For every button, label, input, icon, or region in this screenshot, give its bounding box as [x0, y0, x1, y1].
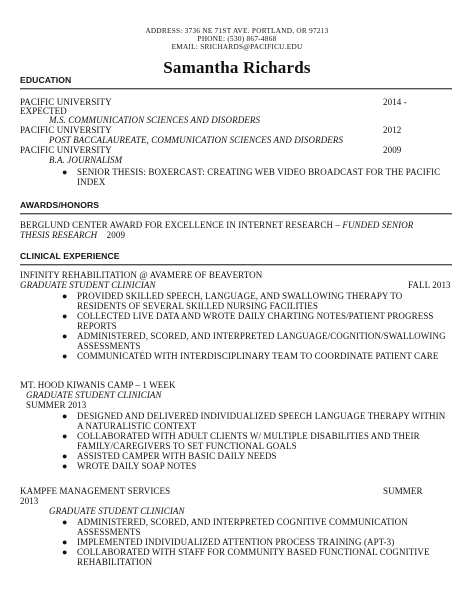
- job-bullet: COMMUNICATED WITH INTERDISCIPLINARY TEAM TO COORDINATE PATIENT CARE: [77, 351, 439, 361]
- bullet-icon: ●: [62, 517, 68, 527]
- job-org: MT. HOOD KIWANIS CAMP – 1 WEEK: [20, 380, 176, 390]
- edu-school: PACIFIC UNIVERSITY: [20, 145, 112, 155]
- job-org: KAMPFE MANAGEMENT SERVICES: [20, 486, 171, 496]
- bullet-icon: ●: [62, 411, 68, 421]
- job-bullet: WROTE DAILY SOAP NOTES: [77, 461, 197, 471]
- candidate-name: Samantha Richards: [163, 58, 311, 77]
- edu-degree: M.S. COMMUNICATION SCIENCES AND DISORDERS: [49, 115, 261, 125]
- edu-bullet: SENIOR THESIS: BOXERCAST: CREATING WEB VIDEO BROADCAST FOR THE PACIFIC INDEX: [77, 167, 441, 187]
- job-date-cont: 2013: [20, 496, 39, 506]
- bullet-icon: ●: [62, 461, 68, 471]
- section-title-awards: AWARDS/HONORS: [20, 200, 100, 210]
- bullet-icon: ●: [62, 291, 68, 301]
- edu-degree: B.A. JOURNALISM: [49, 155, 123, 165]
- job-bullet: COLLABORATED WITH STAFF FOR COMMUNITY BASED FUNCTIONAL COGNITIVE REHABILITATION: [77, 547, 430, 567]
- job-role: GRADUATE STUDENT CLINICIAN: [20, 280, 156, 290]
- bullet-icon: ●: [62, 167, 68, 177]
- job-role: GRADUATE STUDENT CLINICIAN: [49, 506, 185, 516]
- bullet-icon: ●: [62, 431, 68, 441]
- edu-date: 2014 -: [383, 97, 407, 107]
- job-bullet: ADMINISTERED, SCORED, AND INTERPRETED COGNITIVE COMMUNICATION ASSESSMENTS: [77, 517, 408, 537]
- bullet-icon: ●: [62, 331, 68, 341]
- award-name: BERGLUND CENTER AWARD FOR EXCELLENCE IN INTERNET RESEARCH –: [20, 220, 343, 230]
- job-date: SUMMER: [383, 486, 423, 496]
- edu-date: 2012: [383, 125, 402, 135]
- job-bullet: IMPLEMENTED INDIVIDUALIZED ATTENTION PROCESS TRAINING (APT-3): [77, 537, 395, 547]
- job-org: INFINITY REHABILITATION @ AVAMERE OF BEAVERTON: [20, 270, 263, 280]
- section-divider: [20, 264, 452, 266]
- job-bullet: COLLECTED LIVE DATA AND WROTE DAILY CHARTING NOTES/PATIENT PROGRESS REPORTS: [77, 311, 434, 331]
- bullet-icon: ●: [62, 451, 68, 461]
- job-bullet: ASSISTED CAMPER WITH BASIC DAILY NEEDS: [77, 451, 277, 461]
- bullet-icon: ●: [62, 351, 68, 361]
- section-divider: [20, 88, 452, 90]
- contact-address: ADDRESS: 3736 NE 71ST AVE. PORTLAND, OR 97213: [145, 27, 329, 35]
- award-detail: THESIS RESEARCH: [20, 230, 98, 240]
- job-date: FALL 2013: [408, 280, 451, 290]
- job-date: SUMMER 2013: [26, 400, 87, 410]
- bullet-icon: ●: [62, 547, 68, 557]
- section-title-education: EDUCATION: [20, 75, 72, 85]
- bullet-icon: ●: [62, 311, 68, 321]
- edu-school: PACIFIC UNIVERSITY: [20, 97, 112, 107]
- bullet-icon: ●: [62, 537, 68, 547]
- award-detail: FUNDED SENIOR: [342, 220, 414, 230]
- job-bullet: DESIGNED AND DELIVERED INDIVIDUALIZED SPEECH LANGUAGE THERAPY WITHIN A NATURALISTIC CONTEXT: [77, 411, 446, 431]
- job-bullet: ADMINISTERED, SCORED, AND INTERPRETED LANGUAGE/COGNITION/SWALLOWING ASSESSMENTS: [77, 331, 446, 351]
- award-entry-cont: [20, 230, 125, 240]
- contact-email[interactable]: EMAIL: SRICHARDS@PACIFICU.EDU: [171, 43, 303, 51]
- job-bullet: COLLABORATED WITH ADULT CLIENTS W/ MULTIPLE DISABILITIES AND THEIR FAMILY/CAREGIVERS TO SET FUNCTIONAL GOALS: [77, 431, 420, 451]
- section-title-clinical: CLINICAL EXPERIENCE: [20, 251, 120, 261]
- edu-degree: POST BACCALAUREATE, COMMUNICATION SCIENCES AND DISORDERS: [49, 135, 344, 145]
- job-role: GRADUATE STUDENT CLINICIAN: [26, 390, 162, 400]
- edu-date: 2009: [383, 145, 402, 155]
- award-entry: [20, 220, 413, 230]
- contact-phone: PHONE: (530) 867-4868: [197, 35, 277, 43]
- job-bullet: PROVIDED SKILLED SPEECH, LANGUAGE, AND SWALLOWING THERAPY TO RESIDENTS OF SEVERAL SKILLED NURSING FACILITIES: [77, 291, 403, 311]
- edu-note: EXPECTED: [20, 106, 67, 116]
- edu-school: PACIFIC UNIVERSITY: [20, 125, 112, 135]
- section-divider: [20, 213, 452, 215]
- award-year: 2009: [106, 230, 126, 240]
